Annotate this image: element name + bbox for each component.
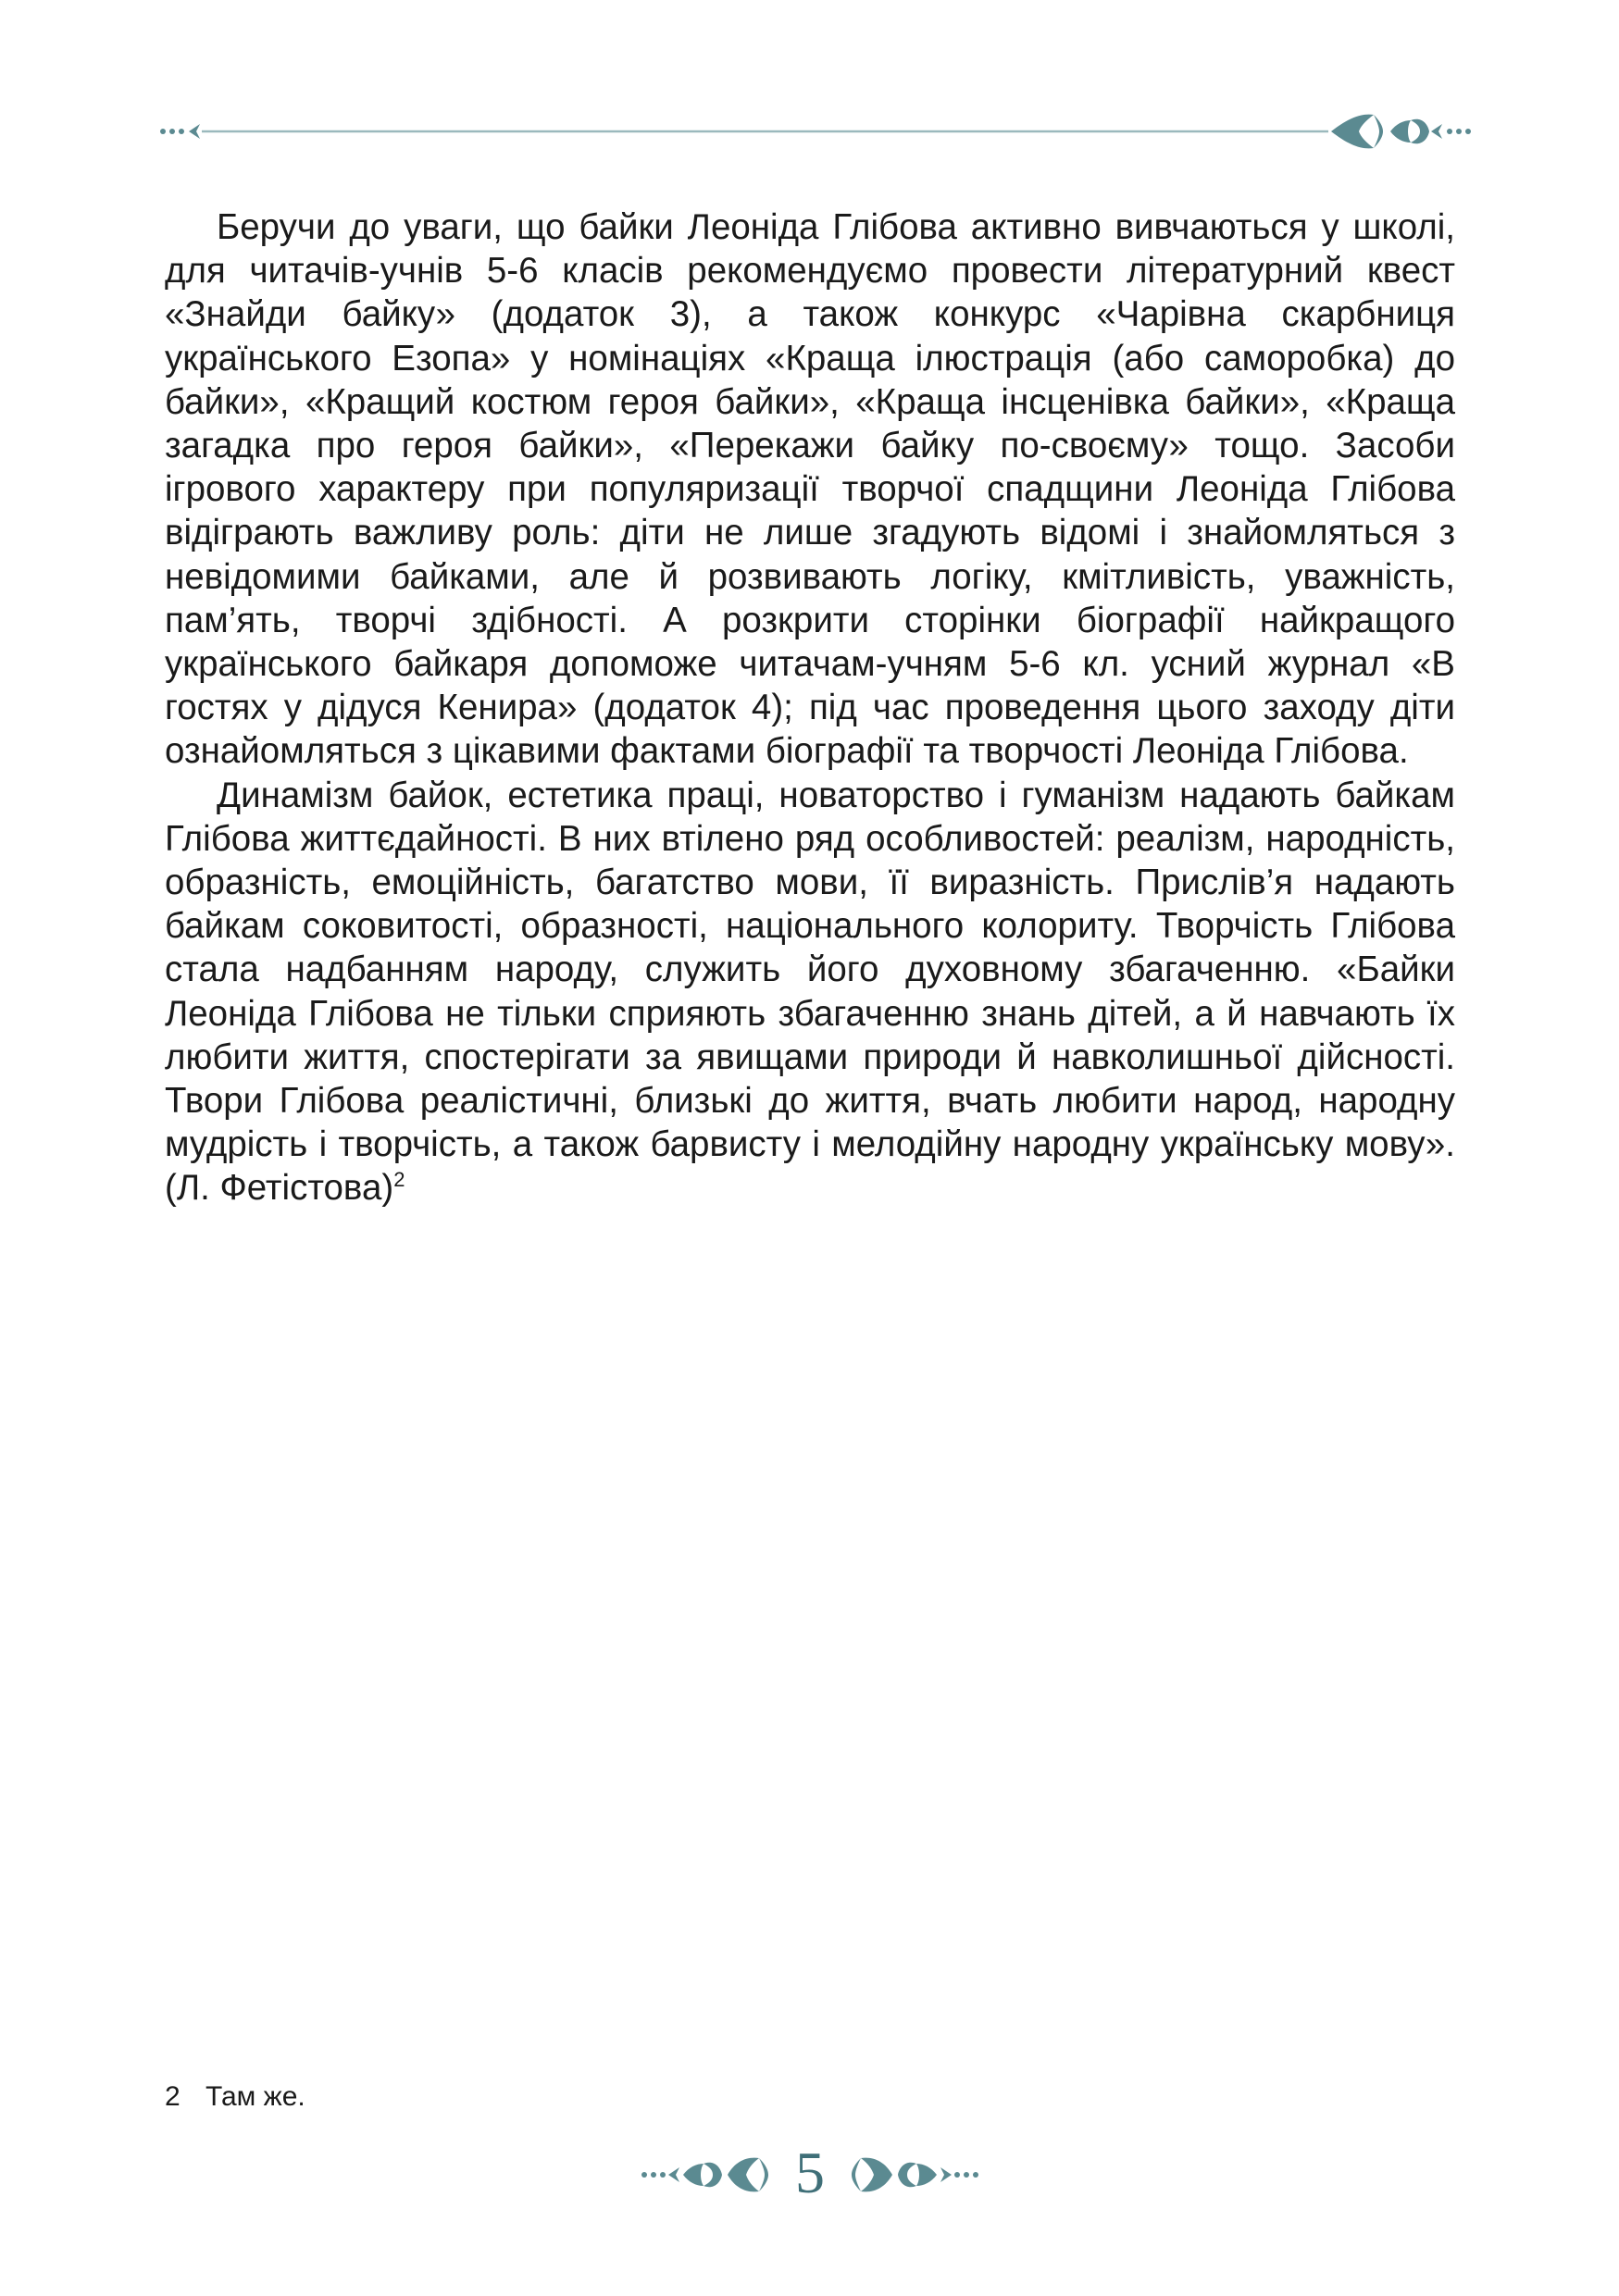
right-flourish-icon [842, 2138, 981, 2212]
footnote-text: Там же. [205, 2081, 305, 2112]
footnote [165, 2080, 305, 2114]
footnote-number: 2 [165, 2081, 181, 2112]
footnote-reference[interactable]: 2 [393, 1168, 405, 1192]
header-flourish-divider-icon [157, 109, 1472, 154]
body-text [165, 205, 1455, 1210]
page-number: 5 [795, 2140, 825, 2205]
page-number-block [639, 2138, 981, 2212]
paragraph-2-text: Динамізм байок, естетика праці, новаторство і гуманізм надають байкам Глібова життєдайності. В них втілено ряд особливостей: реалізм, народність, образність, емоційність, багатство мови, її виразність. Прислів’я надають байкам соковитості, образності, національного колориту. Творчість Глібова стала надбанням народу, служить його духовному збагаченню. «Байки Леоніда Глібова не тільки сприяють збагаченню знань дітей, а й навчають їх любити життя, спостерігати за явищами природи й навколишньої дійсності. Твори Глібова реалістичні, близькі до життя, вчать любити народ, народну мудрість і творчість, а також барвисту і мелодійну народну українську мову». (Л. Фетістова) [165, 775, 1455, 1209]
paragraph-2 [165, 774, 1455, 1210]
paragraph-1: Беручи до уваги, що байки Леоніда Глібова активно вивчаються у школі, для читачів-учнів 5-6 класів рекомендуємо провести літературний квест «Знайди байку» (додаток 3), а також конкурс «Чарівна скарбниця українського Езопа» у номінаціях «Краща ілюстрація (або саморобка) до байки», «Кращий костюм героя байки», «Краща інсценівка байки», «Краща загадка про героя байки», «Перекажи байку по-своєму» тощо. Засоби ігрового характеру при популяризації творчої спадщини Леоніда Глібова відіграють важливу роль: діти не лише згадують відомі і знайомляться з невідомими байками, але й розвивають логіку, кмітливість, уважність, пам’ять, творчі здібності. А розкрити сторінки біографії найкращого українського байкаря допоможе читачам-учням 5-6 кл. усний журнал «В гостях у дідуся Кенира» (додаток 4); під час проведення цього заходу діти ознайомляться з цікавими фактами біографії та творчості Леоніда Глібова. [165, 207, 1455, 772]
